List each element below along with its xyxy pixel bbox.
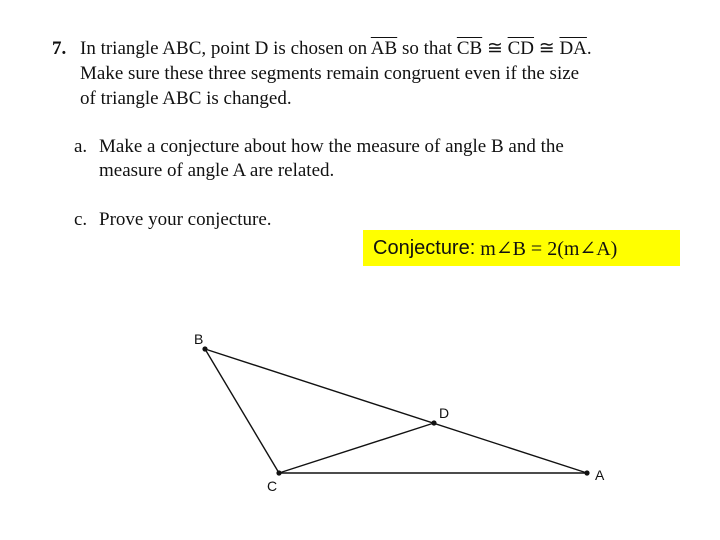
part-a-text-line-2: measure of angle A are related.: [99, 160, 335, 181]
statement-text: .: [586, 38, 592, 59]
congruent-symbol: ≅: [482, 38, 508, 59]
segment-ba: [205, 349, 587, 473]
part-a-label: a.: [74, 136, 88, 157]
problem-statement-line-3: of triangle ABC is changed.: [80, 88, 292, 109]
conjecture-formula: m∠B = 2(m∠A): [480, 237, 618, 260]
point-b: [202, 346, 207, 351]
segment-ab: $\overline{AB}$: [370, 38, 398, 59]
part-c-label: c.: [74, 209, 88, 230]
problem-number: 7.: [52, 38, 67, 59]
congruent-symbol: ≅: [534, 38, 560, 59]
point-label-c: C: [267, 478, 278, 494]
point-label-d: D: [439, 405, 450, 421]
segment-cb: $\overline{CB}$: [456, 38, 483, 59]
segment-cd: $\overline{CD}$: [507, 38, 535, 59]
segment-cd: [279, 423, 434, 473]
part-a-text-line-1: Make a conjecture about how the measure of angle B and the: [99, 136, 564, 157]
problem-statement-line-2: Make sure these three segments remain congruent even if the size: [80, 63, 580, 84]
segment-bc: [205, 349, 279, 473]
statement-text: In triangle ABC, point D is chosen on: [80, 38, 371, 59]
statement-text: so that: [397, 38, 457, 59]
point-label-b: B: [194, 331, 204, 347]
point-d: [431, 420, 436, 425]
point-c: [276, 470, 281, 475]
segment-da: $\overline{DA}$: [559, 38, 587, 59]
point-a: [584, 470, 589, 475]
part-c-text: Prove your conjecture.: [99, 209, 272, 230]
conjecture-label: Conjecture:: [373, 236, 476, 259]
point-label-a: A: [595, 467, 605, 483]
